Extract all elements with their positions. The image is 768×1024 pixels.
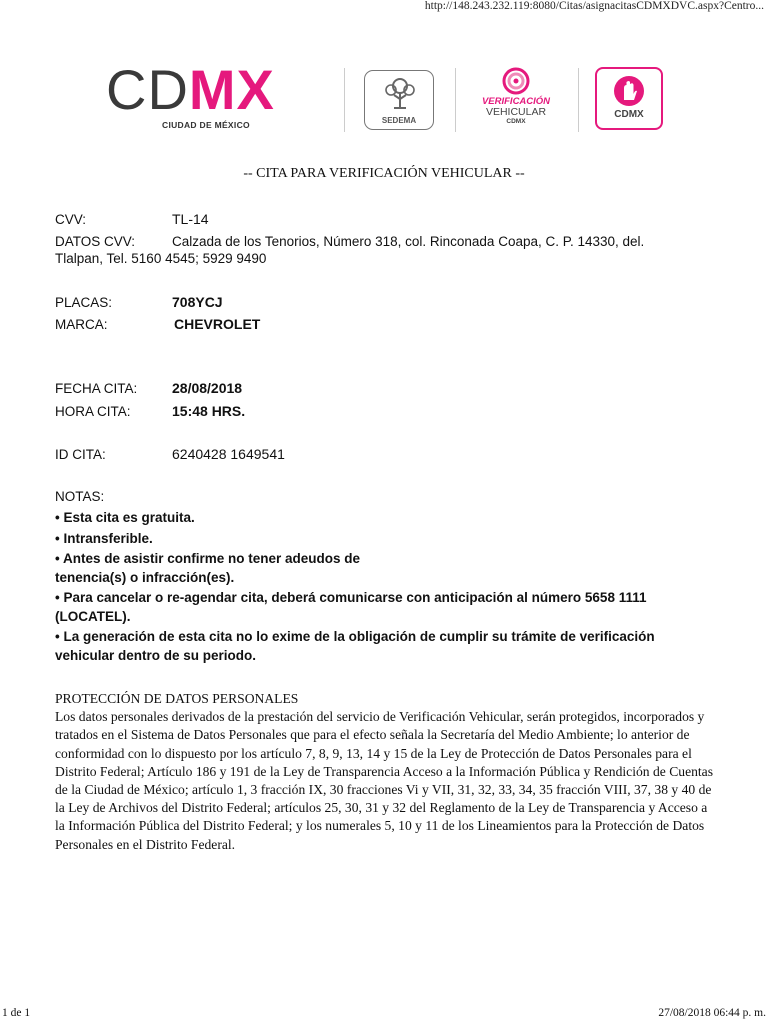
id-cita-value: 6240428 1649541 [172,446,285,462]
cdmx-badge-logo [595,67,663,130]
marca-label: MARCA: [55,317,108,332]
proteccion-title: PROTECCIÓN DE DATOS PERSONALES [55,691,299,706]
marca-value: CHEVROLET [174,316,261,332]
nota-item: • Intransferible. [55,530,153,546]
print-datetime: 27/08/2018 06:44 p. m. [658,1007,766,1019]
cdmx-logo [106,58,324,134]
hora-cita-label: HORA CITA: [55,404,131,419]
logo-divider [455,68,456,132]
cvv-value: TL-14 [172,211,209,227]
fecha-cita-label: FECHA CITA: [55,381,138,396]
verificacion-swirl-icon [501,66,531,96]
logo-divider [578,68,579,132]
notas-label: NOTAS: [55,489,105,504]
fecha-cita-value: 28/08/2018 [172,380,243,396]
datos-cvv-label: DATOS CVV: [55,234,136,249]
nota-item: • La generación de esta cita no lo exime de la obligación de cumplir su trámite de verificación vehicular dentro de su periodo. [55,629,655,663]
datos-cvv-block [55,233,695,267]
proteccion-datos-section [55,690,720,854]
cdmx-hand-icon [609,74,649,108]
placas-value: 708YCJ [172,294,223,310]
cdmx-logo-mx: MX [188,58,275,121]
nota-item: • Esta cita es gratuita. [55,510,195,525]
cdmx-logo-cd: CD [106,58,189,121]
cvv-label: CVV: [55,212,87,227]
sedema-label: SEDEMA [381,116,417,125]
cdmx-badge-label: CDMX [614,109,644,120]
datos-cvv-value: Calzada de los Tenorios, Número 318, col. Rinconada Coapa, C. P. 14330, del. Tlalpan, Tel. 5160 4545; 5929 9490 [55,234,645,266]
sedema-tree-icon [380,74,420,114]
nota-item: • Antes de asistir confirme no tener adeudos de tenencia(s) o infracción(es). [55,551,361,585]
placas-label: PLACAS: [55,295,113,310]
proteccion-text: Los datos personales derivados de la prestación del servicio de Verificación Vehicular, serán protegidos, incorporados y tratados en el Sistema de Datos Personales que para el efecto señala la Secretaría del Medio Ambiente; lo anterior de conformidad con lo dispuesto por los artículo 7, 8, 9, 13, 14 y 15 de la Ley de Protección de Datos Personales para el Distrito Federal; Artículo 186 y 191 de la Ley de Transparencia Acceso a la Información Pública y Rendición de Cuentas de la Ciudad de México; artículo 1, 3 fracción IX, 30 fracciones Vi y VII, 31, 32, 33, 34, 35 fracción VIII, 37, 38 y 40 de la Ley de Archivos del Distrito Federal; artículos 25, 30, 31 y 32 del Reglamento de la Ley de Transparencia y Acceso a la Información Pública del Distrito Federal; y los numerales 5, 10 y 11 de los Lineamientos para la Protección de Datos Personales en el Distrito Federal. [55,709,713,852]
page-title: -- CITA PARA VERIFICACIÓN VEHICULAR -- [243,166,525,181]
notas-section [55,489,715,667]
id-cita-label: ID CITA: [55,447,106,462]
nota-item: • Para cancelar o re-agendar cita, deberá comunicarse con anticipación al número 5658 1111 (LOCATEL). [55,590,647,624]
verificacion-logo [476,66,556,132]
verificacion-cdmx-label: CDMX [506,118,526,125]
verificacion-label: VERIFICACIÓN [481,96,551,107]
sedema-logo [364,70,434,130]
print-url: http://148.243.232.119:8080/Citas/asignacitasCDMXDVC.aspx?Centro... [424,0,764,12]
logo-divider [344,68,345,132]
hora-cita-value: 15:48 HRS. [172,403,246,419]
print-page-number: 1 de 1 [2,1007,31,1019]
vehicular-label: VEHICULAR [485,106,547,118]
cdmx-logo-subtitle: CIUDAD DE MÉXICO [162,120,250,130]
